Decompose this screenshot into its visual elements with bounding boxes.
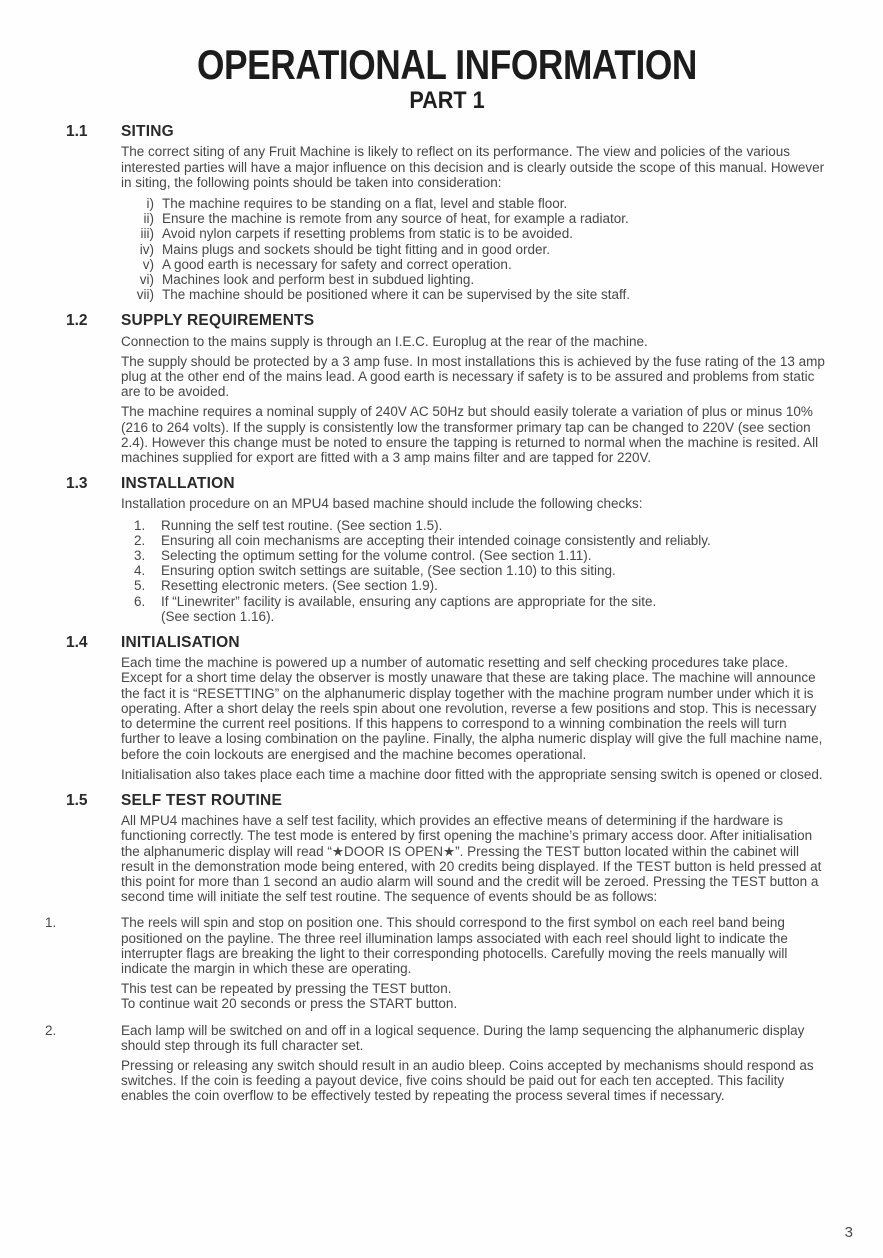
step-paragraph: The reels will spin and stop on position one. This should correspond to the first symbol on each reel band being positioned on the payline. The three reel illumination lamps associated with each reel should light to indicate the interrupter flags are breaking the light to their corresponding photocells. Carefully moving the reels manually will indicate the margin in which these are operating. <box>121 915 788 976</box>
section-header <box>66 635 828 650</box>
list-text: The machine should be positioned where it can be supervised by the site staff. <box>162 287 631 303</box>
list-marker: 5. <box>134 578 146 594</box>
test-step-2 <box>45 1023 828 1104</box>
list-text-line: If “Linewriter” facility is available, ensuring any captions are appropriate for the site. <box>161 593 657 609</box>
list-text: Resetting electronic meters. (See section 1.9). <box>161 578 438 594</box>
section-header <box>66 476 828 491</box>
section-header <box>66 793 828 808</box>
list-item <box>121 242 828 257</box>
section-heading: SITING <box>121 123 174 141</box>
section-heading: SUPPLY REQUIREMENTS <box>121 312 315 330</box>
section-heading: INSTALLATION <box>121 475 235 493</box>
section-header <box>66 313 828 328</box>
section-number: 1.5 <box>66 791 88 809</box>
section-body <box>121 813 828 904</box>
page-number: 3 <box>844 1223 853 1241</box>
list-item <box>121 211 828 226</box>
paragraph: The correct siting of any Fruit Machine is likely to reflect on its performance. The view and policies of the various interested parties will have a major influence on this decision and is clearly outside the scope of this manual. However in siting, the following points should be taken into consideration: <box>121 144 825 190</box>
paragraph: The supply should be protected by a 3 amp fuse. In most installations this is achieved by the fuse rating of the 13 amp plug at the other end of the mains lead. A good earth is necessary if safety is to be assured and problems from static are to be avoided. <box>121 353 825 400</box>
list-text-line: (See section 1.16). <box>161 608 275 624</box>
step-body <box>121 915 828 1011</box>
list-item <box>121 196 828 211</box>
numbered-list <box>121 518 828 624</box>
step-note-line: This test can be repeated by pressing the TEST button. <box>121 981 452 997</box>
section-siting <box>66 124 828 302</box>
section-installation <box>66 476 828 624</box>
list-marker: iv) <box>139 241 154 257</box>
section-number: 1.2 <box>66 312 88 330</box>
section-body <box>121 496 828 624</box>
section-heading: INITIALISATION <box>121 634 240 652</box>
list-marker: iii) <box>140 226 154 242</box>
section-header <box>66 124 828 139</box>
list-text: Machines look and perform best in subdued lighting. <box>162 272 475 288</box>
list-text: Selecting the optimum setting for the volume control. (See section 1.11). <box>161 548 592 564</box>
list-marker: vi) <box>139 272 154 288</box>
list-item <box>121 272 828 287</box>
section-body <box>121 144 828 302</box>
step-marker: 2. <box>45 1022 57 1038</box>
list-text: Ensure the machine is remote from any source of heat, for example a radiator. <box>162 211 629 227</box>
list-text: A good earth is necessary for safety and correct operation. <box>162 256 512 272</box>
roman-list <box>121 196 828 302</box>
paragraph: All MPU4 machines have a self test facility, which provides an effective means of determining if the hardware is functioning correctly. The test mode is entered by first opening the machine’s primary access door. After initialisation the alphanumeric display will read “★DOOR IS OPEN★”. Pressing the TEST button located within the cabinet will result in the demonstration mode being entered, with 20 credits being displayed. If the TEST button is held pressed at this point for more than 1 second an audio alarm will sound and the credit will be zeroed. Pressing the TEST button a second time will initiate the self test routine. The sequence of events should be as follows: <box>121 813 822 905</box>
section-supply-requirements <box>66 313 828 465</box>
title-block <box>66 41 828 114</box>
list-marker: 6. <box>134 593 146 609</box>
list-item <box>134 548 828 563</box>
list-marker: 3. <box>134 548 146 564</box>
list-item <box>134 533 828 548</box>
list-marker: 1. <box>134 517 146 533</box>
paragraph: Connection to the mains supply is through an I.E.C. Europlug at the rear of the machine. <box>121 333 648 349</box>
section-body <box>121 334 828 466</box>
list-item <box>134 578 828 593</box>
list-text: Ensuring option switch settings are suitable, (See section 1.10) to this siting. <box>161 563 616 579</box>
step-note <box>121 981 828 1011</box>
list-marker: 2. <box>134 532 146 548</box>
list-text: Avoid nylon carpets if resetting problems from static is to be avoided. <box>162 226 573 242</box>
list-marker: vii) <box>136 287 154 303</box>
section-number: 1.4 <box>66 634 88 652</box>
step-body <box>121 1023 828 1104</box>
paragraph: The machine requires a nominal supply of 240V AC 50Hz but should easily tolerate a variation of plus or minus 10% (216 to 264 volts). If the supply is consistently low the transformer primary tap can be changed to 220V (see section 2.4). However this change must be noted to ensure the tapping is returned to normal when the machine is resited. All machines supplied for export are fitted with a 3 amp mains filter and are tapped for 220V. <box>121 404 819 466</box>
list-text: Mains plugs and sockets should be tight fitting and in good order. <box>162 241 550 257</box>
section-initialisation <box>66 635 828 782</box>
page-title: OPERATIONAL INFORMATION <box>197 41 697 88</box>
paragraph: Initialisation also takes place each time a machine door fitted with the appropriate sensing switch is opened or closed. <box>121 766 823 782</box>
section-self-test-routine <box>66 793 828 904</box>
paragraph: Each time the machine is powered up a number of automatic resetting and self checking procedures take place. Except for a short time delay the observer is mostly unaware that these are taking place. The machine will announce the fact it is “RESETTING” on the alphanumeric display together with the machine program number under which it is operating. After a short delay the reels spin about one revolution, reverse a few positions and stop. This is necessary to determine the current reel positions. If this happens to correspond to a winning combination the reels will turn further to leave a losing combination on the payline. Finally, the alpha numeric display will give the full machine name, before the coin lockouts are energised and the machine becomes operational. <box>121 655 823 762</box>
list-item <box>121 257 828 272</box>
list-text: The machine requires to be standing on a flat, level and stable floor. <box>162 196 568 211</box>
list-marker: ii) <box>143 211 154 227</box>
section-body <box>121 655 828 782</box>
list-item <box>134 563 828 578</box>
list-text <box>161 594 656 624</box>
list-text: Running the self test routine. (See section 1.5). <box>161 517 443 533</box>
list-text: Ensuring all coin mechanisms are accepting their intended coinage consistently and reliably. <box>161 532 711 548</box>
step-paragraph: Pressing or releasing any switch should result in an audio bleep. Coins accepted by mechanisms should respond as switches. If the coin is feeding a payout device, five coins should be paid out for each ten accepted. This facility enables the coin overflow to be effectively tested by repeating the process several times if necessary. <box>121 1057 814 1104</box>
step-marker: 1. <box>45 915 57 931</box>
section-number: 1.3 <box>66 475 88 493</box>
list-marker: 4. <box>134 563 146 579</box>
section-number: 1.1 <box>66 123 88 141</box>
page-subtitle: PART 1 <box>409 87 485 114</box>
list-item <box>121 226 828 241</box>
list-item <box>134 594 828 624</box>
paragraph: Installation procedure on an MPU4 based machine should include the following checks: <box>121 496 643 512</box>
step-note-line: To continue wait 20 seconds or press the START button. <box>121 996 458 1012</box>
list-item <box>134 518 828 533</box>
section-heading: SELF TEST ROUTINE <box>121 791 282 809</box>
test-step-1 <box>45 915 828 1011</box>
list-marker: i) <box>146 196 154 211</box>
step-paragraph: Each lamp will be switched on and off in a logical sequence. During the lamp sequencing the alphanumeric display should step through its full character set. <box>121 1022 805 1053</box>
list-marker: v) <box>142 256 154 272</box>
list-item <box>121 287 828 302</box>
